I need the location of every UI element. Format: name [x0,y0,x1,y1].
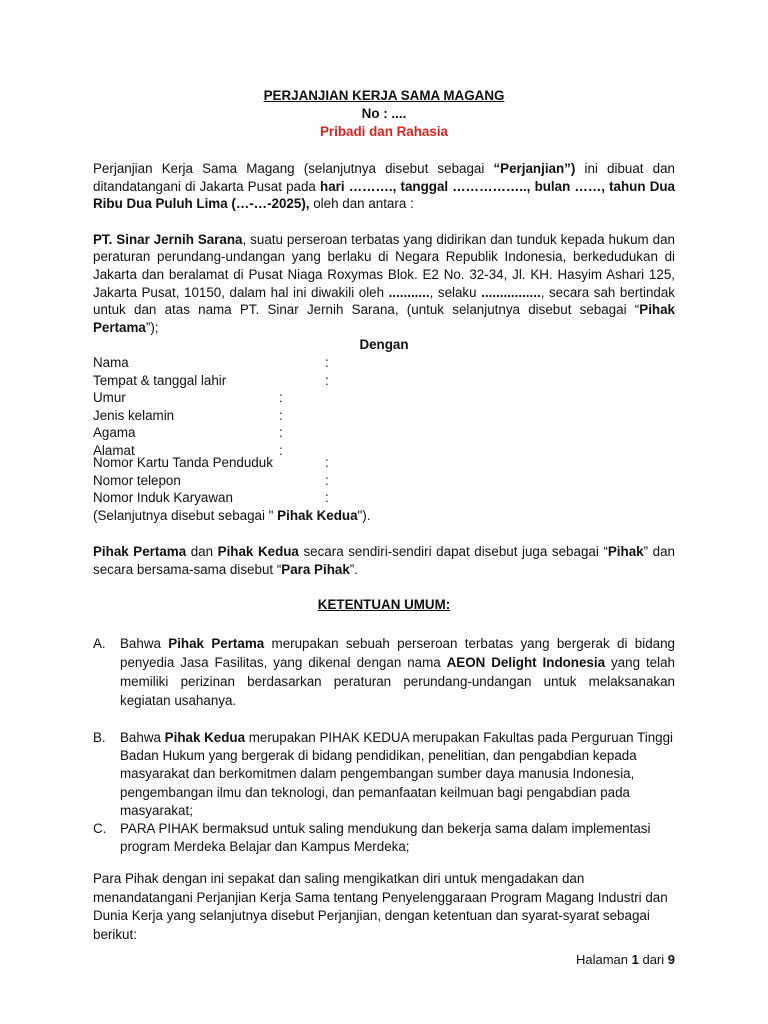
field-jenis-kelamin: Jenis kelamin : [93,407,283,423]
field-tempat-tanggal-lahir: Tempat & tanggal lahir : [93,372,329,388]
party-two-closing: (Selanjutnya disebut sebagai " Pihak Kedua"). [93,507,371,523]
party-two-fields [93,354,675,507]
section-heading-ketentuan-umum: KETENTUAN UMUM: [317,597,451,613]
field-nomor-induk-karyawan: Nomor Induk Karyawan : [93,490,329,506]
party-one-paragraph: PT. Sinar Jernih Sarana, suatu perseroan terbatas yang didirikan dan tunduk kepada hukum dan peraturan perundang-undangan yang berlaku di Negara Republik Indonesia, berkedudukan di Jakarta dan beralamat di Pusat Niaga Roxymas Blok. E2 No. 32-34, Jl. KH. Hasyim Ashari 125, Jakarta Pusat, 10150, dalam hal ini diwakili oleh ..........., selaku ................, secara sah bertindak untuk dan atas nama PT. Sinar Jernih Sarana, (untuk selanjutnya disebut sebagai “Pihak Pertama”); [93,231,675,335]
dengan-heading: Dengan [359,337,409,353]
opening-paragraph: Perjanjian Kerja Sama Magang (selanjutnya disebut sebagai “Perjanjian”) ini dibuat dan ditandatangani di Jakarta Pusat pada hari ………., tanggal …………….., bulan ……, tahun Dua Ribu Dua Puluh Lima (…-…-2025), oleh dan antara : [93,161,675,212]
field-nomor-ktp: Nomor Kartu Tanda Penduduk : [93,454,329,470]
list-item-b: B. Bahwa Pihak Kedua merupakan PIHAK KEDUA merupakan Fakultas pada Perguruan Tinggi Badan Hukum yang bergerak di bidang pendidikan, penelitian, dan pengabdian kepada masyarakat dan berkomitmen dalam pengembangan sumber daya manusia Indonesia, pengembangan ilmu dan teknologi, dan pemanfaatan keilmuan bagi pengabdian pada masyarakat; [93,730,674,818]
field-nomor-telepon: Nomor telepon : [93,472,329,488]
document-number: No : .... [361,106,407,121]
document-title: PERJANJIAN KERJA SAMA MAGANG [263,88,505,103]
closing-paragraph: Para Pihak dengan ini sepakat dan saling mengikatkan diri untuk mengadakan dan menandatangani Perjanjian Kerja Sama tentang Penyelenggaraan Program Magang Industri dan Dunia Kerja yang selanjutnya disebut Perjanjian, dengan ketentuan dan syarat-syarat sebagai berikut: [93,871,668,942]
field-umur: Umur : [93,390,283,406]
page-number: Halaman 1 dari 9 [575,952,675,967]
list-item-c: C. PARA PIHAK bermaksud untuk saling mendukung dan bekerja sama dalam implementasi program Merdeka Belajar dan Kampus Merdeka; [93,821,651,855]
field-agama: Agama : [93,425,283,441]
confidentiality-label: Pribadi dan Rahasia [320,124,448,139]
list-item-a: A. Bahwa Pihak Pertama merupakan sebuah perseroan terbatas yang bergerak di bidang penyedia Jasa Fasilitas, yang dikenal dengan nama AEON Delight Indonesia yang telah memiliki perizinan berdasarkan peraturan perundang-undangan untuk melaksanakan kegiatan usahanya. [93,636,676,709]
field-alamat: Alamat : [93,442,283,458]
document-page [93,87,675,944]
parties-definition: Pihak Pertama dan Pihak Kedua secara sendiri-sendiri dapat disebut juga sebagai “Pihak” dan secara bersama-sama disebut “Para Pihak”. [93,544,675,577]
field-nama: Nama : [93,354,329,370]
